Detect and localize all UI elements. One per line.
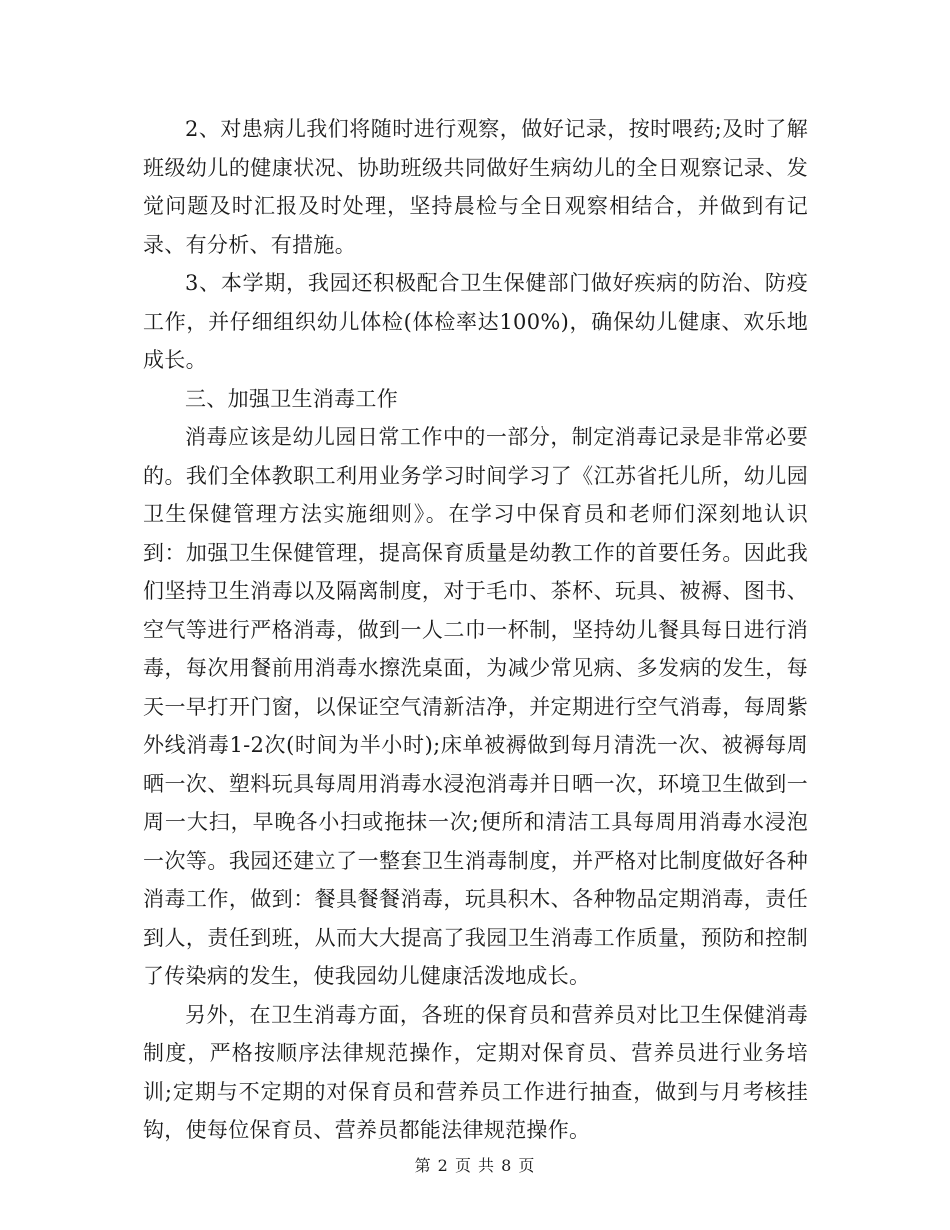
paragraph-disease-prevention: 3、本学期，我园还积极配合卫生保健部门做好疾病的防治、防疫工作，并仔细组织幼儿体检(体检率达100%)，确保幼儿健康、欢乐地成长。	[143, 271, 808, 372]
paragraph-staff-training: 另外，在卫生消毒方面，各班的保育员和营养员对比卫生保健消毒制度，严格按顺序法律规范操作，定期对保育员、营养员进行业务培训;定期与不定期的对保育员和营养员工作进行抽查，做到与月考核挂钩，使每位保育员、营养员都能法律规范操作。	[143, 1002, 808, 1142]
paragraph-sick-children-care: 2、对患病儿我们将随时进行观察，做好记录，按时喂药;及时了解班级幼儿的健康状况、协助班级共同做好生病幼儿的全日观察记录、发觉问题及时汇报及时处理，坚持晨检与全日观察相结合，并做到有记录、有分析、有措施。	[143, 117, 808, 257]
paragraph-disinfection-work: 消毒应该是幼儿园日常工作中的一部分，制定消毒记录是非常必要的。我们全体教职工利用业务学习时间学习了《江苏省托儿所，幼儿园卫生保健管理方法实施细则》。在学习中保育员和老师们深刻地认识到：加强卫生保健管理，提高保育质量是幼教工作的首要任务。因此我们坚持卫生消毒以及隔离制度，对于毛巾、茶杯、玩具、被褥、图书、空气等进行严格消毒，做到一人二巾一杯制，坚持幼儿餐具每日进行消毒，每次用餐前用消毒水擦洗桌面，为减少常见病、多发病的发生，每天一早打开门窗，以保证空气清新洁净，并定期进行空气消毒，每周紫外线消毒1-2次(时间为半小时);床单被褥做到每月清洗一次、被褥每周晒一次、塑料玩具每周用消毒水浸泡消毒并日晒一次，环境卫生做到一周一大扫，早晚各小扫或拖抹一次;便所和清洁工具每周用消毒水浸泡一次等。我园还建立了一整套卫生消毒制度，并严格对比制度做好各种消毒工作，做到：餐具餐餐消毒，玩具积木、各种物品定期消毒，责任到人，责任到班，从而大大提高了我园卫生消毒工作质量，预防和控制了传染病的发生，使我园幼儿健康活泼地成长。	[143, 425, 808, 988]
body-text	[143, 110, 808, 1150]
section-heading-disinfection: 三、加强卫生消毒工作	[185, 386, 398, 411]
page-number-footer: 第 2 页 共 8 页	[414, 1156, 536, 1175]
